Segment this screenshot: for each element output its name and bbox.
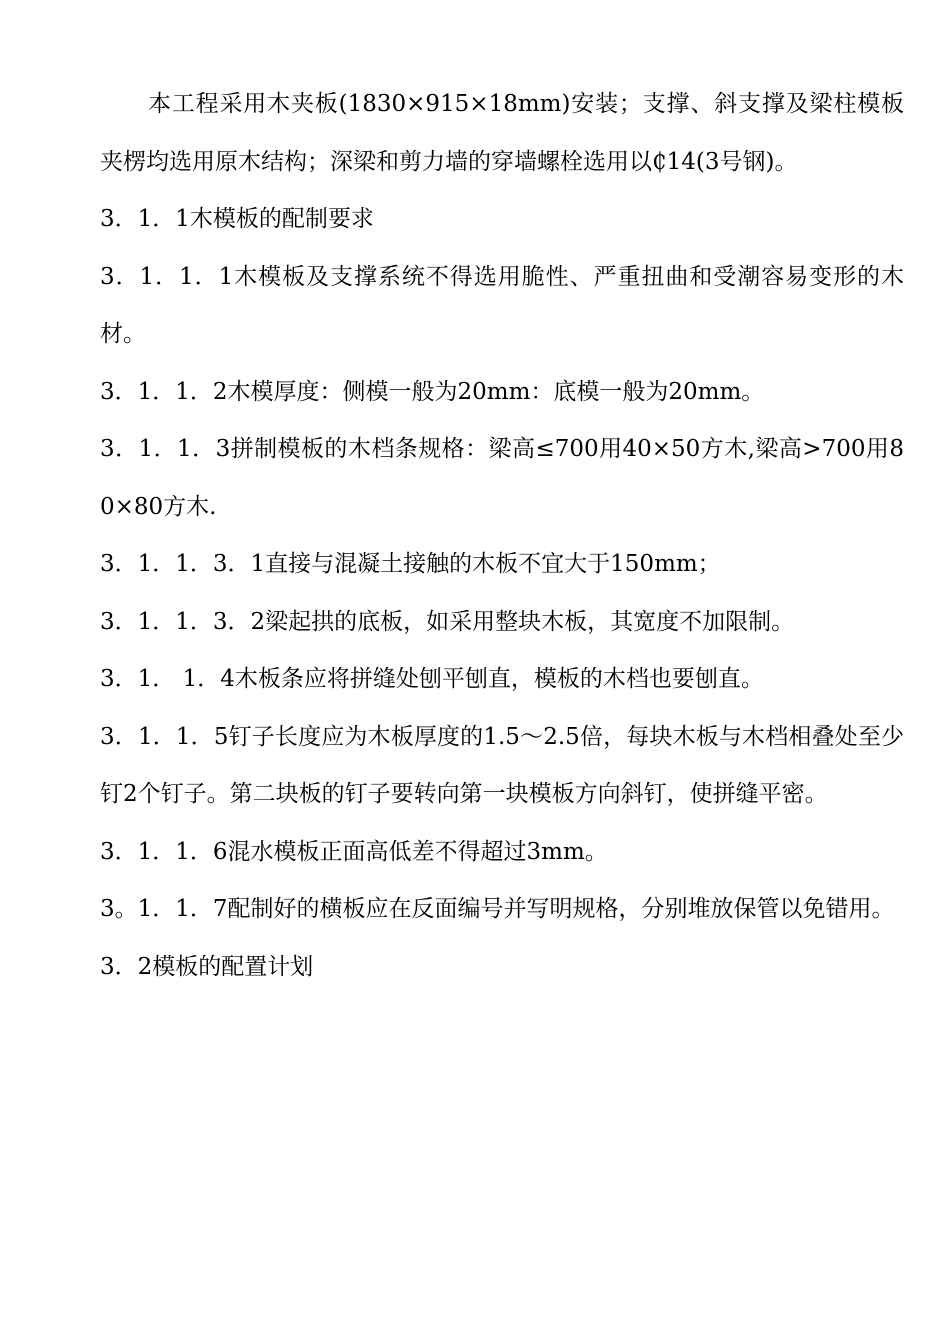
- section-heading-3-2: 3．2模板的配置计划: [100, 953, 314, 980]
- clause-3-1-1-2: 3．1．1．2木模厚度：侧模一般为20mm：底模一般为20mm。: [100, 378, 765, 405]
- clause-3-1-1-5: 3．1．1．5钉子长度应为木板厚度的1.5～2.5倍，每块木板与木档相叠处至少钉2个钉子。第二块板的钉子要转向第一块模板方向斜钉，使拼缝平密。: [100, 723, 904, 807]
- clause-3-1-1-3-1: 3．1．1．3．1直接与混凝土接触的木板不宜大于150mm；: [100, 551, 721, 577]
- section-heading-3-1-1: 3．1．1木模板的配制要求: [100, 206, 374, 232]
- clause-3-1-1-3-2: 3．1．1．3．2梁起拱的底板，如采用整块木板，其宽度不加限制。: [100, 608, 795, 635]
- clause-3-1-1-6: 3．1．1．6混水模板正面高低差不得超过3mm。: [100, 838, 608, 865]
- clause-3-1-1-1: 3．1．1．1木模板及支撑系统不得选用脆性、严重扭曲和受潮容易变形的木材。: [100, 263, 904, 347]
- intro-paragraph: 本工程采用木夹板(1830×915×18mm)安装；支撑、斜支撑及梁柱模板夹楞均选用原木结构；深梁和剪力墙的穿墙螺栓选用以₵14(3号钢)。: [100, 91, 904, 175]
- clause-3-1-1-7: 3。1．1．7配制好的横板应在反面编号并写明规格，分别堆放保管以免错用。: [100, 896, 895, 922]
- clause-3-1-1-3: 3．1．1．3拼制模板的木档条规格：梁高≤700用40×50方木,梁高>700用80×80方木.: [100, 436, 904, 520]
- document-body: [100, 76, 904, 996]
- clause-3-1-1-4: 3．1． 1．4木板条应将拼缝处刨平刨直，模板的木档也要刨直。: [100, 666, 764, 692]
